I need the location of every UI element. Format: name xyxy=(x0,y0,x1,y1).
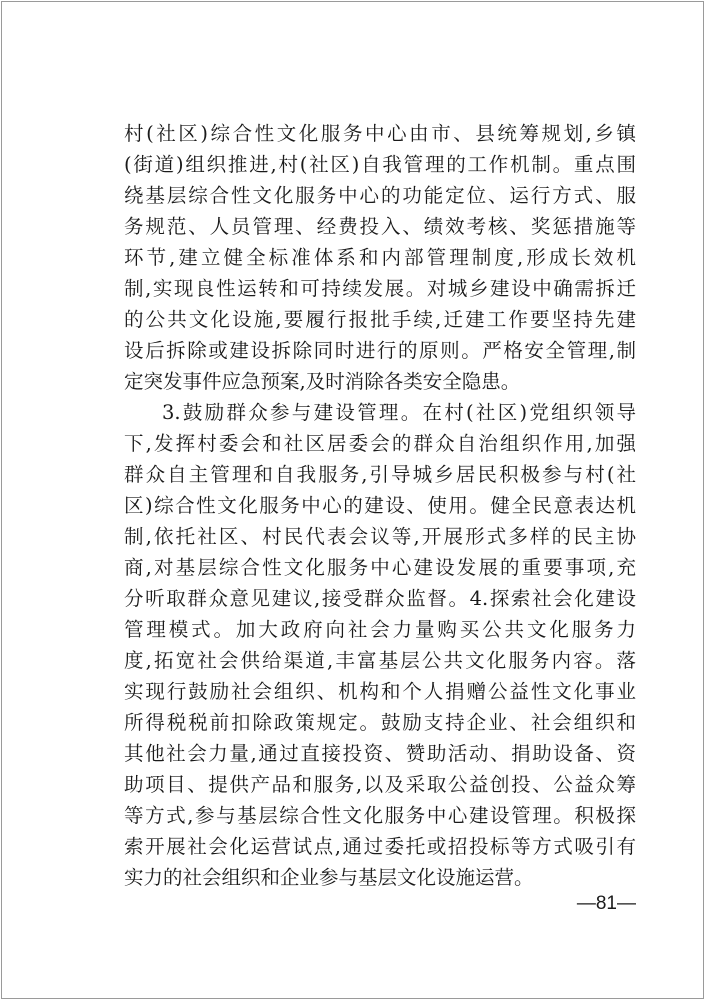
text-line: 绕基层综合性文化服务中心的功能定位、运行方式、服 xyxy=(124,184,636,207)
text-line: 区)综合性文化服务中心的建设、使用。健全民意表达机 xyxy=(124,494,636,517)
text-line: (街道)组织推进,村(社区)自我管理的工作机制。重点围 xyxy=(124,153,636,176)
text-line: 实力的社会组织和企业参与基层文化设施运营。 xyxy=(124,866,534,889)
text-line: 所得税税前扣除政策规定。鼓励支持企业、社会组织和 xyxy=(124,711,636,734)
text-line: 设后拆除或建设拆除同时进行的原则。严格安全管理,制 xyxy=(124,339,636,362)
text-line: 的公共文化设施,要履行报批手续,迁建工作要坚持先建 xyxy=(124,308,636,331)
paragraph-1 xyxy=(124,118,636,397)
text-line: 分听取群众意见建议,接受群众监督。4.探索社会化建设 xyxy=(124,587,636,610)
text-line: 度,拓宽社会供给渠道,丰富基层公共文化服务内容。落 xyxy=(124,649,636,672)
text-line: 其他社会力量,通过直接投资、赞助活动、捐助设备、资 xyxy=(124,742,636,765)
text-line: 群众自主管理和自我服务,引导城乡居民积极参与村(社 xyxy=(124,463,636,486)
text-line: 管理模式。加大政府向社会力量购买公共文化服务力 xyxy=(124,618,636,641)
text-line: 务规范、人员管理、经费投入、绩效考核、奖惩措施等 xyxy=(124,215,636,238)
page-number: —81— xyxy=(576,893,636,914)
text-line: 制,实现良性运转和可持续发展。对城乡建设中确需拆迁 xyxy=(124,277,636,300)
text-line: 制,依托社区、村民代表会议等,开展形式多样的民主协 xyxy=(124,525,636,548)
text-line: 索开展社会化运营试点,通过委托或招投标等方式吸引有 xyxy=(124,835,636,858)
text-line: 环节,建立健全标准体系和内部管理制度,形成长效机 xyxy=(124,246,636,269)
text-line: 商,对基层综合性文化服务中心建设发展的重要事项,充 xyxy=(124,556,636,579)
text-line: 下,发挥村委会和社区居委会的群众自治组织作用,加强 xyxy=(124,432,636,455)
text-line: 助项目、提供产品和服务,以及采取公益创投、公益众筹 xyxy=(124,773,636,796)
text-line: 村(社区)综合性文化服务中心由市、县统筹规划,乡镇 xyxy=(124,122,636,145)
body-text xyxy=(124,118,636,893)
text-line: 实现行鼓励社会组织、机构和个人捐赠公益性文化事业 xyxy=(124,680,636,703)
text-line: 定突发事件应急预案,及时消除各类安全隐患。 xyxy=(124,370,521,393)
paragraph-2 xyxy=(124,397,636,893)
text-line: 等方式,参与基层综合性文化服务中心建设管理。积极探 xyxy=(124,804,636,827)
text-line: 3.鼓励群众参与建设管理。在村(社区)党组织领导 xyxy=(162,401,636,424)
